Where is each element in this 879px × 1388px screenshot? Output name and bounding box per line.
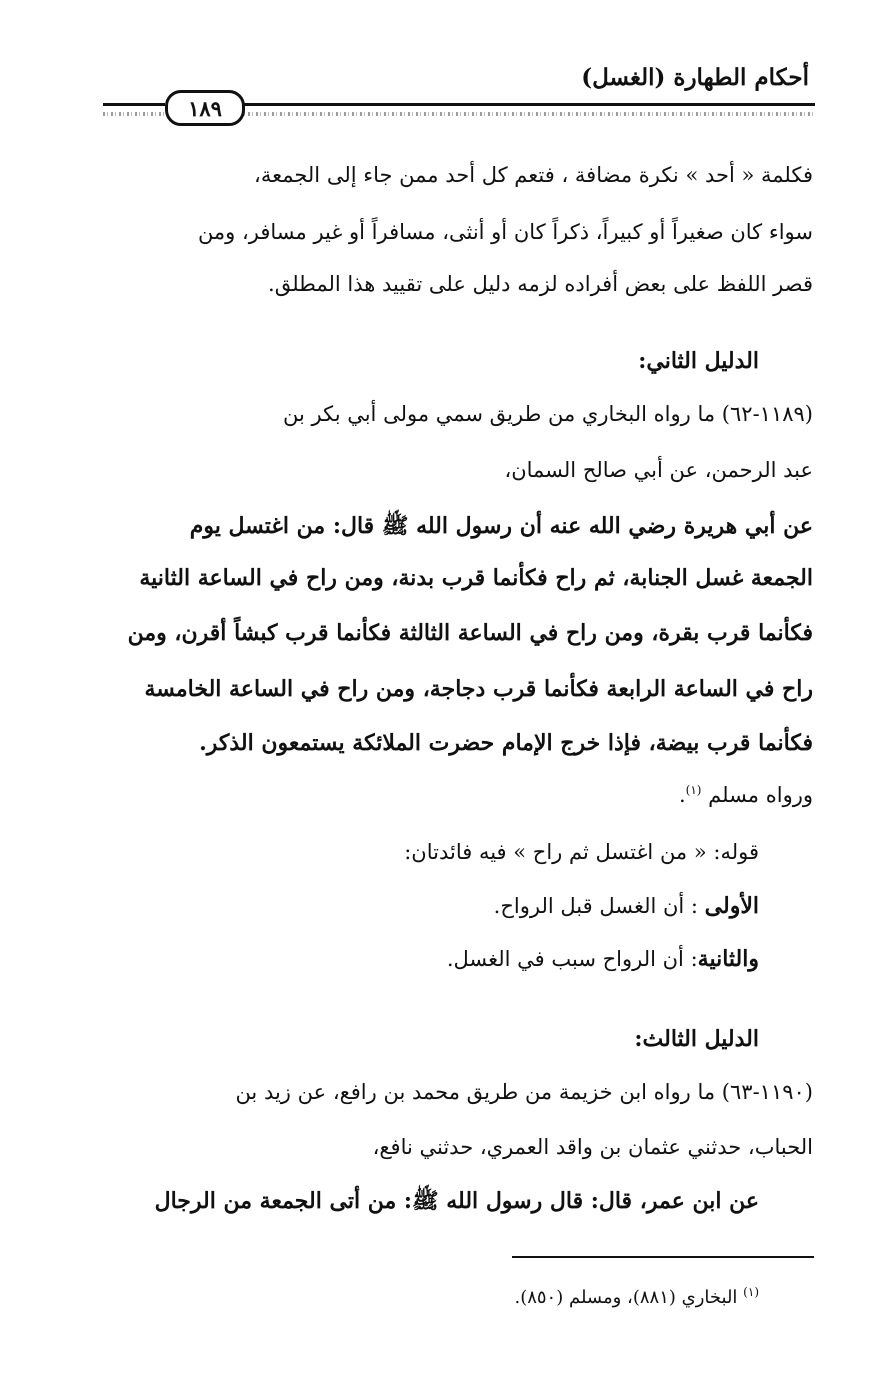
hadith3-line-1: عن ابن عمر، قال: قال رسول الله ﷺ: من أتى الجمعة من الرجال [154,1188,759,1214]
footnote-ref: (١) [685,783,702,797]
body-line-qawluh: قوله: « من اغتسل ثم راح » فيه فائدتان: [404,840,759,864]
benefit-1-label: الأولى [704,893,759,919]
hadith-line-3: فكأنما قرب بقرة، ومن راح في الساعة الثالثة فكأنما قرب كبشاً أقرن، ومن [127,620,813,646]
benefit-2-text: : أن الرواح سبب في الغسل. [446,947,698,971]
muslim-period: . [678,783,686,807]
muslim-line [679,783,813,807]
muslim-text: ورواه مسلم [708,783,813,807]
body-line-6: عبد الرحمن، عن أبي صالح السمان، [504,458,813,482]
header-ornament-left [103,112,165,116]
running-title: أحكام الطهارة (الغسل) [581,64,809,91]
benefit-2 [447,946,759,972]
hadith-line-1: عن أبي هريرة رضي الله عنه أن رسول الله ﷺ قال: من اغتسل يوم [189,513,813,539]
benefit-1 [494,893,759,919]
hadith-line-5: فكأنما قرب بيضة، فإذا خرج الإمام حضرت الملائكة يستمعون الذكر. [199,730,813,756]
header-rule-right [240,103,815,106]
body-line-19: (١١٩٠-٦٣) ما رواه ابن خزيمة من طريق محمد بن رافع، عن زيد بن [235,1080,813,1104]
body-line-3: قصر اللفظ على بعض أفراده لزمه دليل على تقييد هذا المطلق. [268,272,813,296]
hadith-line-4: راح في الساعة الرابعة فكأنما قرب دجاجة، ومن راح في الساعة الخامسة [144,676,813,702]
benefit-1-text: : أن الغسل قبل الرواح. [493,894,705,918]
footnote [514,1285,759,1308]
footnote-separator [512,1256,814,1258]
benefit-2-label: والثانية [697,946,759,972]
hadith-line-2: الجمعة غسل الجنابة، ثم راح فكأنما قرب بدنة، ومن راح في الساعة الثانية [139,565,813,591]
body-line-2: سواء كان صغيراً أو كبيراً، ذكراً كان أو أنثى، مسافراً أو غير مسافر، ومن [197,220,813,244]
footnote-text: البخاري (٨٨١)، ومسلم (٨٥٠). [514,1287,738,1308]
header-rule-left [103,103,165,106]
body-line-20: الحباب، حدثني عثمان بن واقد العمري، حدثني نافع، [372,1135,813,1159]
footnote-marker: (١) [743,1285,759,1299]
page-number: ١٨٩ [165,90,245,126]
body-line-5: (١١٨٩-٦٢) ما رواه البخاري من طريق سمي مولى أبي بكر بن [283,402,813,426]
body-line-1: فكلمة « أحد » نكرة مضافة ، فتعم كل أحد ممن جاء إلى الجمعة، [254,163,813,187]
header-ornament-right [240,112,815,116]
section-heading-3: الدليل الثالث: [634,1026,759,1052]
section-heading-2: الدليل الثاني: [638,348,759,374]
